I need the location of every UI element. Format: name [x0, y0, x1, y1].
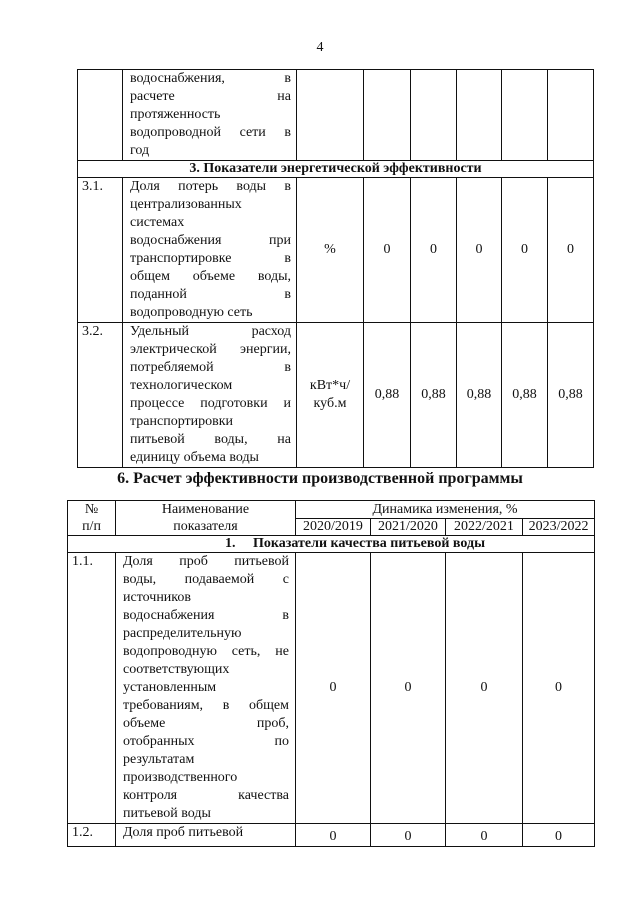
indicator-name-cell: Удельный расход электрической энергии, потребляемой в технологическом процессе подготовки и транспортировки питьевой воды, на единицу объема воды: [123, 323, 297, 468]
value-cell: 0: [296, 553, 371, 824]
header-row: [68, 501, 595, 519]
row-number: 1.2.: [68, 824, 116, 847]
num-header-line: п/п: [82, 519, 101, 534]
dynamics-header: Динамика изменения, %: [296, 501, 595, 519]
value-cell: 0,88: [457, 323, 502, 468]
value-cell: [502, 70, 548, 161]
indicator-name-cell: Доля проб питьевой: [116, 824, 296, 847]
value-cell: [411, 70, 457, 161]
year-header: 2020/2019: [296, 519, 371, 536]
value-cell: 0: [502, 178, 548, 323]
row-number-cell: [78, 70, 123, 161]
value-cell: [457, 70, 502, 161]
table-row: [68, 553, 595, 824]
indicator-name-cell: водоснабжения, в расчете на протяженность водопроводной сети в год: [123, 70, 297, 161]
production-program-table: [67, 500, 595, 847]
section-row: [78, 161, 594, 178]
num-header-line: №: [84, 502, 99, 517]
indicator-name-cell: Доля проб питьевой воды, подаваемой с источников водоснабжения в распределительную водопроводную сеть, не соответствующих установленным требованиям, в общем объеме проб, отобранных по результатам производственного контроля качества питьевой воды: [116, 553, 296, 824]
row-number: 3.1.: [78, 178, 123, 323]
value-cell: [364, 70, 411, 161]
energy-efficiency-table: [77, 69, 594, 468]
value-cell: 0: [371, 824, 446, 847]
value-cell: 0: [446, 553, 523, 824]
value-cell: 0: [364, 178, 411, 323]
unit-cell: [297, 323, 364, 468]
section-row: [68, 536, 595, 553]
value-cell: 0,88: [364, 323, 411, 468]
page-number: 4: [316, 40, 324, 55]
value-cell: 0: [523, 824, 595, 847]
year-header: 2021/2020: [371, 519, 446, 536]
section-heading: 6. Расчет эффективности производственной программы: [117, 470, 523, 487]
section-title: 3. Показатели энергетической эффективности: [78, 161, 594, 178]
table-row: [78, 323, 594, 468]
value-cell: 0,88: [411, 323, 457, 468]
unit-line: кВт*ч/: [309, 378, 351, 393]
value-cell: 0,88: [502, 323, 548, 468]
value-cell: 0: [411, 178, 457, 323]
table-row: [78, 178, 594, 323]
value-cell: 0: [296, 824, 371, 847]
value-cell: 0: [523, 553, 595, 824]
value-cell: [297, 70, 364, 161]
num-header: [68, 501, 116, 536]
value-cell: 0: [457, 178, 502, 323]
row-number: 3.2.: [78, 323, 123, 468]
year-header: 2023/2022: [523, 519, 595, 536]
year-header: 2022/2021: [446, 519, 523, 536]
section-title: 1. Показатели качества питьевой воды: [68, 536, 595, 553]
indicator-name-cell: Доля потерь воды в централизованных системах водоснабжения при транспортировке в общем объеме воды, поданной в водопроводную сеть: [123, 178, 297, 323]
unit-cell: %: [297, 178, 364, 323]
row-number: 1.1.: [68, 553, 116, 824]
value-cell: 0: [446, 824, 523, 847]
unit-line: куб.м: [313, 396, 347, 411]
value-cell: 0,88: [548, 323, 594, 468]
table-row: [68, 824, 595, 847]
value-cell: [548, 70, 594, 161]
value-cell: 0: [371, 553, 446, 824]
name-header-line: Наименование: [161, 502, 250, 517]
value-cell: 0: [548, 178, 594, 323]
name-header: [116, 501, 296, 536]
table-row: [78, 70, 594, 161]
name-header-line: показателя: [173, 519, 238, 534]
